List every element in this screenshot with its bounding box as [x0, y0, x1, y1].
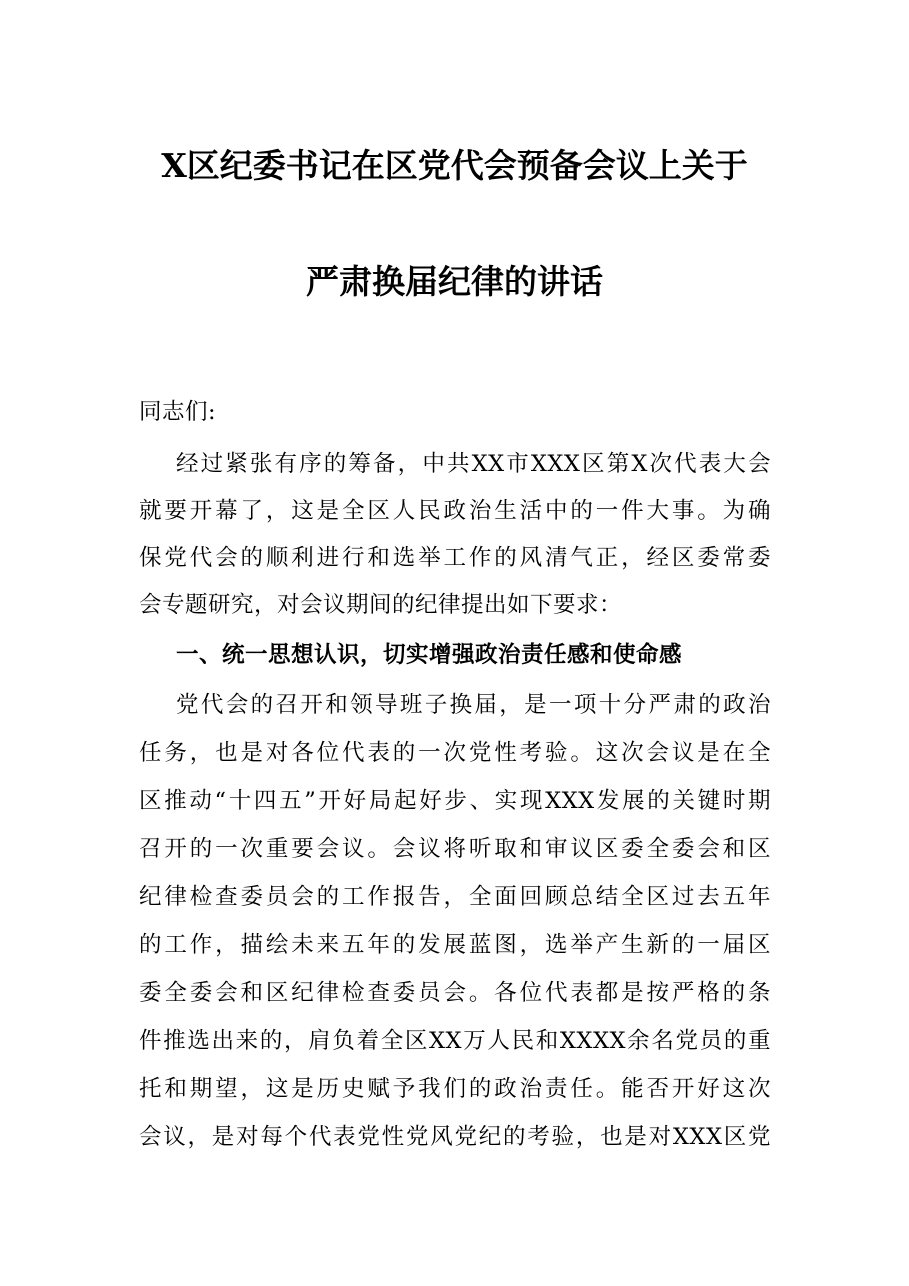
paragraph-2-line: 托和期望，这是历史赋予我们的政治责任。能否开好这次 — [139, 1076, 771, 1102]
section-1-heading: 一、统一思想认识，切实增强政治责任感和使命感 — [176, 642, 683, 668]
paragraph-2-line: 任务，也是对各位代表的一次党性考验。这次会议是在全 — [139, 740, 771, 766]
paragraph-1-line: 会专题研究，对会议期间的纪律提出如下要求： — [139, 592, 623, 618]
paragraph-2-line: 会议，是对每个代表党性党风党纪的考验，也是对XXX区党 — [139, 1124, 771, 1150]
paragraph-2-line: 件推选出来的，肩负着全区XX万人民和XXXX余名党员的重 — [139, 1028, 771, 1054]
paragraph-2-line: 纪律检查委员会的工作报告，全面回顾总结全区过去五年 — [139, 884, 771, 910]
paragraph-2-line: 召开的一次重要会议。会议将听取和审议区委全委会和区 — [139, 836, 771, 862]
paragraph-2-line: 委全委会和区纪律检查委员会。各位代表都是按严格的条 — [139, 980, 771, 1006]
paragraph-1-line: 就要开幕了，这是全区人民政治生活中的一件大事。为确 — [139, 498, 771, 524]
paragraph-1-line: 经过紧张有序的筹备，中共XX市XXX区第X次代表大会 — [176, 451, 771, 477]
salutation: 同志们: — [139, 399, 217, 425]
document-title-line-1: X区纪委书记在区党代会预备会议上关于 — [161, 146, 748, 185]
paragraph-2-line: 区推动“十四五”开好局起好步、实现XXX发展的关键时期 — [139, 788, 771, 814]
paragraph-2-line: 的工作，描绘未来五年的发展蓝图，选举产生新的一届区 — [139, 932, 771, 958]
document-title-line-2: 严肃换届纪律的讲话 — [306, 262, 603, 301]
paragraph-2-line: 党代会的召开和领导班子换届，是一项十分严肃的政治 — [176, 692, 771, 718]
paragraph-1-line: 保党代会的顺利进行和选举工作的风清气正，经区委常委 — [139, 545, 771, 571]
